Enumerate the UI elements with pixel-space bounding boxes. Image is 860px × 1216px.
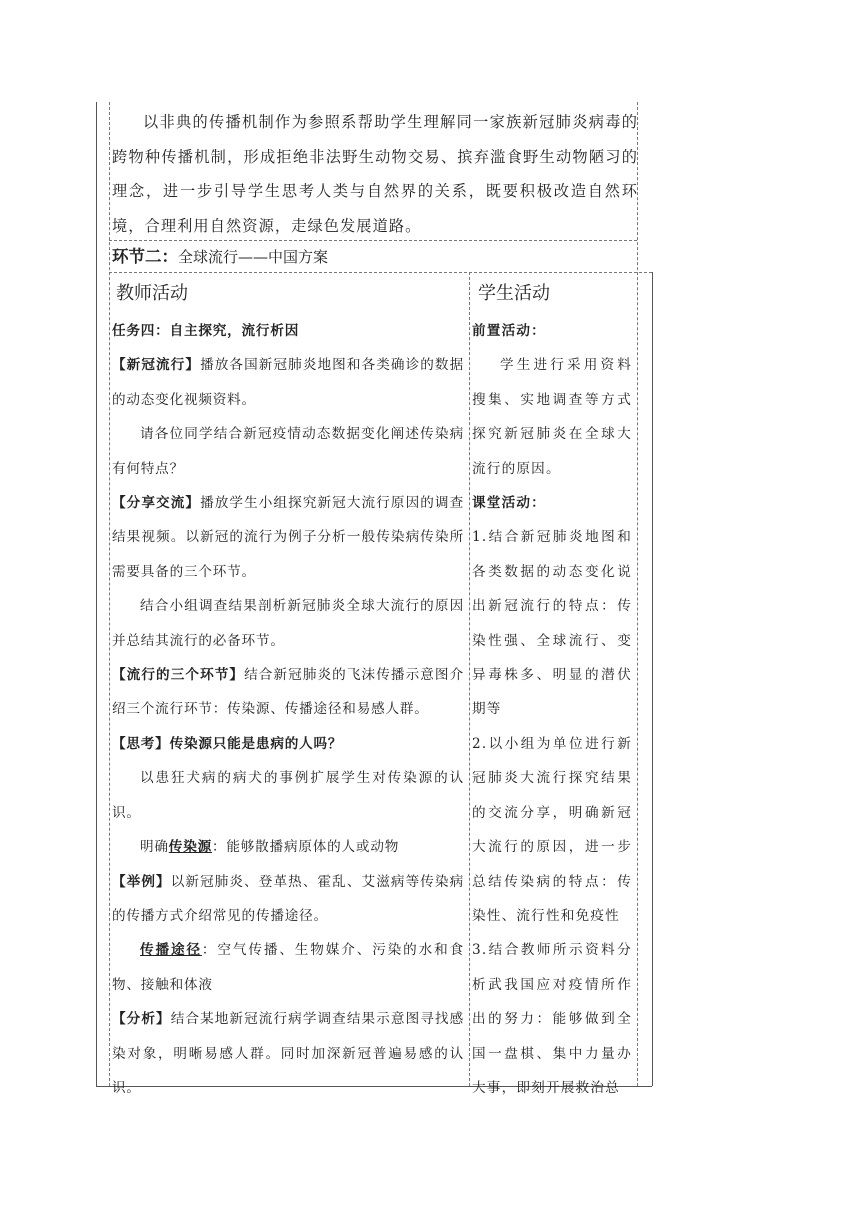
- teacher-paragraph: [112, 486, 464, 589]
- section-header: [112, 244, 328, 270]
- section-label: 环节二：: [112, 247, 178, 266]
- paragraph-text: ：能够散播病原体的人或动物: [211, 839, 400, 856]
- paragraph-text: 播放各国新冠肺炎地图和各类确诊的数据的动态变化视频资料。: [112, 357, 464, 408]
- student-column: [472, 314, 632, 1105]
- student-item: 3.结合教师所示资料分析武我国应对疫情所作出的努力：能够做到全国一盘棋、集中力量办大事，即刻开展救治总: [472, 942, 632, 1096]
- intro-paragraph: 以非典的传播机制作为参照系帮助学生理解同一家族新冠肺炎病毒的跨物种传播机制，形成拒绝非法野生动物交易、摈弃滥食野生动物陋习的理念，进一步引导学生思考人类与自然界的关系，既要积极改造自然环境，合理利用自然资源，走绿色发展道路。: [112, 113, 638, 235]
- teacher-paragraph: [112, 865, 464, 934]
- teacher-paragraph: 请各位同学结合新冠疫情动态数据变化阐述传染病有何特点？: [112, 426, 464, 477]
- pre-activity-label: 前置活动：: [472, 323, 546, 339]
- paragraph-text: 明确: [140, 839, 169, 856]
- cell-left-border: [109, 102, 110, 1086]
- table-right-border: [652, 272, 653, 1086]
- pre-activity-text: 学生进行采用资料搜集、实地调查等方式探究新冠肺炎在全球大流行的原因。: [472, 357, 632, 477]
- paragraph-tag: 【举例】: [112, 873, 171, 890]
- paragraph-text: 播放学生小组探究新冠大流行原因的调查结果视频。以新冠的流行为例子分析一般传染病传染所需要具备的三个环节。: [112, 495, 464, 580]
- student-item: 2.以小组为单位进行新冠肺炎大流行探究结果的交流分享，明确新冠大流行的原因，进一步总结传染病的特点：传染性、流行性和免疫性: [472, 735, 632, 924]
- teacher-paragraph: [112, 1002, 464, 1105]
- student-heading: 学生活动: [478, 283, 550, 304]
- paragraph-tag: 【分析】: [112, 1011, 171, 1028]
- paragraph-text: 结合新冠肺炎的飞沫传播示意图介绍三个流行环节：传染源、传播途径和易感人群。: [112, 667, 464, 718]
- teacher-paragraph: [112, 348, 464, 417]
- section-bottom-border: [109, 272, 652, 273]
- task-title: 任务四：自主探究，流行析因: [112, 323, 300, 339]
- teacher-paragraph: [112, 658, 464, 727]
- teacher-paragraph: [112, 830, 464, 864]
- teacher-question: 【思考】传染源只能是患病的人吗？: [112, 735, 343, 752]
- intro-cell: [112, 105, 638, 243]
- cell-right-border: [637, 102, 638, 1086]
- key-term: 传染源: [168, 839, 212, 856]
- paragraph-tag: 【流行的三个环节】: [112, 667, 245, 684]
- teacher-paragraph: 以患狂犬病的病犬的事例扩展学生对传染源的认识。: [112, 770, 464, 821]
- class-activity-label: 课堂活动：: [472, 495, 546, 512]
- paragraph-text: ：空气传播、生物媒介、污染的水和食物、接触和体液: [112, 942, 464, 993]
- paragraph-tag: 【新冠流行】: [112, 357, 201, 374]
- teacher-paragraph: [112, 933, 464, 1002]
- key-term: 传播途径: [140, 942, 202, 959]
- table-left-border: [96, 102, 97, 1086]
- student-item: 1.结合新冠肺炎地图和各类数据的动态变化说出新冠流行的特点：传染性强、全球流行、变异毒株多、明显的潜伏期等: [472, 529, 632, 718]
- teacher-paragraph: 结合小组调查结果剖析新冠肺炎全球大流行的原因并总结其流行的必备环节。: [112, 598, 464, 649]
- paragraph-text: 结合某地新冠流行病学调查结果示意图寻找感染对象，明晰易感人群。同时加深新冠普遍易感的认识。: [112, 1011, 465, 1096]
- section-title: 全球流行——中国方案: [178, 248, 329, 266]
- teacher-column: [112, 314, 464, 1105]
- paragraph-text: 以新冠肺炎、登革热、霍乱、艾滋病等传染病的传播方式介绍常见的传播途径。: [112, 873, 465, 924]
- teacher-heading: 教师活动: [116, 283, 188, 304]
- column-divider: [469, 272, 470, 1086]
- paragraph-tag: 【分享交流】: [112, 495, 201, 512]
